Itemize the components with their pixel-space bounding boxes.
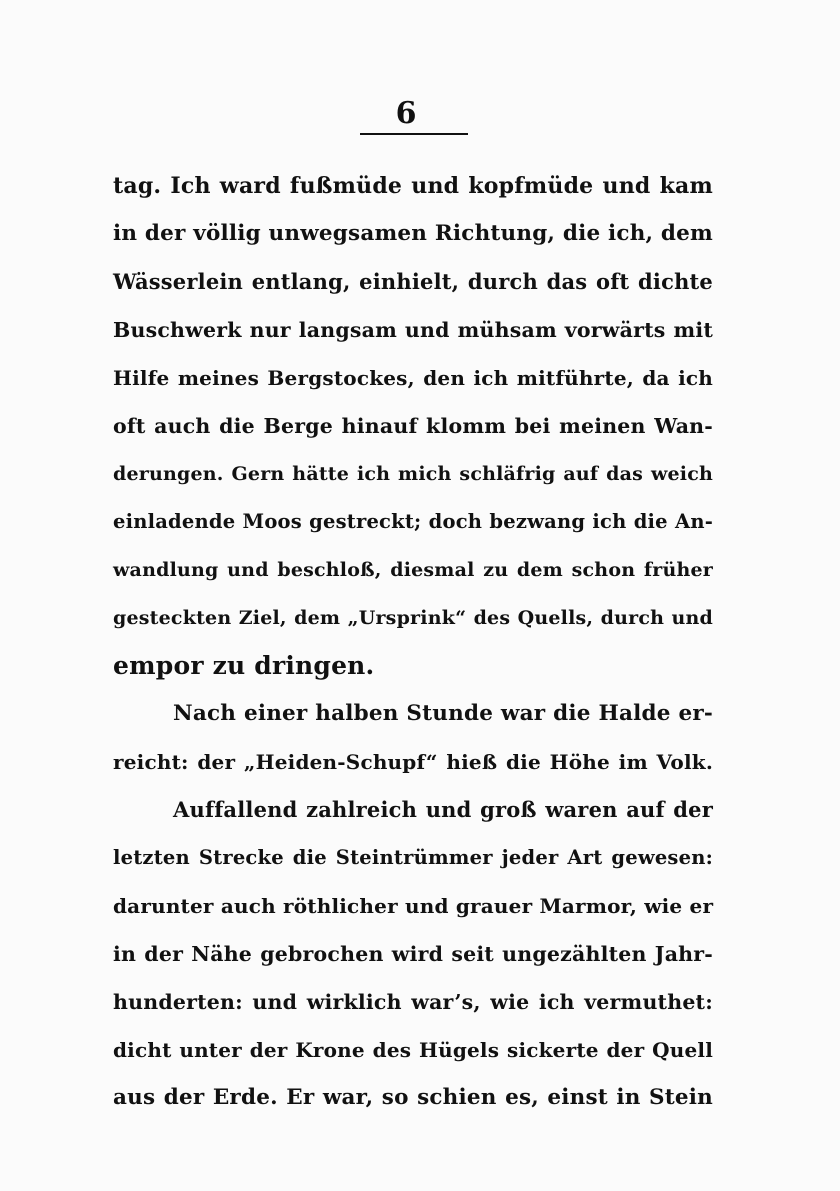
text-line: empor zu dringen. <box>113 651 375 680</box>
text-line: derungen. Gern hätte ich mich schläfrig auf das weich <box>113 463 713 485</box>
text-line: darunter auch röthlicher und grauer Marmor, wie er <box>113 894 714 918</box>
text-line: Auffallend zahlreich und groß waren auf der <box>173 797 713 822</box>
text-line: in der völlig unwegsamen Richtung, die ich, dem <box>113 221 713 246</box>
text-line: tag. Ich ward fußmüde und kopfmüde und kam <box>113 173 713 199</box>
header-rule <box>360 133 468 135</box>
text-line: Hilfe meines Bergstockes, den ich mitführte, da ich <box>113 366 713 390</box>
text-line: Wässerlein entlang, einhielt, durch das oft dichte <box>113 269 713 294</box>
text-line: reicht: der „Heiden-Schupf“ hieß die Höhe im Volk. <box>113 750 713 774</box>
text-line: letzten Strecke die Steintrümmer jeder Art gewesen: <box>113 846 713 869</box>
body-text <box>113 162 713 1122</box>
text-line: Buschwerk nur langsam und mühsam vorwärts mit <box>113 318 713 342</box>
text-line: aus der Erde. Er war, so schien es, einst in Stein <box>113 1085 713 1110</box>
text-line: Nach einer halben Stunde war die Halde er- <box>173 701 713 726</box>
text-line: oft auch die Berge hinauf klomm bei meinen Wan- <box>113 414 713 438</box>
text-line: dicht unter der Krone des Hügels sickerte der Quell <box>113 1038 713 1062</box>
page-number: 6 <box>395 96 417 131</box>
text-line: einladende Moos gestreckt; doch bezwang ich die An- <box>113 510 713 533</box>
text-line: hunderten: und wirklich war’s, wie ich vermuthet: <box>113 990 713 1014</box>
text-line: gesteckten Ziel, dem „Ursprink“ des Quells, durch und <box>113 607 713 629</box>
text-line: in der Nähe gebrochen wird seit ungezählten Jahr- <box>113 942 713 966</box>
text-line: wandlung und beschloß, diesmal zu dem schon früher <box>113 559 713 581</box>
